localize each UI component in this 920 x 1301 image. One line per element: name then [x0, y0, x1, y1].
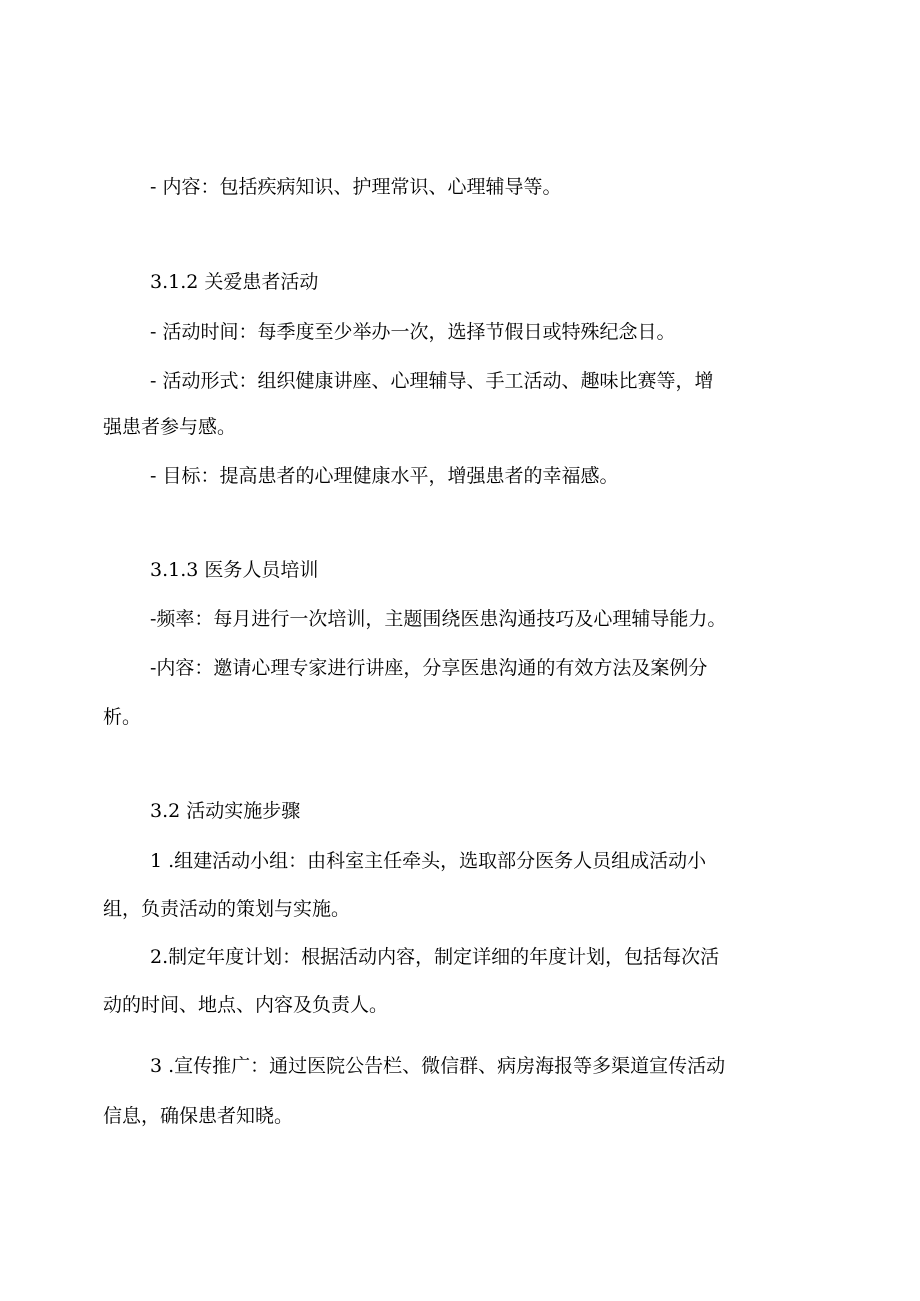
content-line: -内容：邀请心理专家进行讲座，分享医患沟通的有效方法及案例分: [150, 657, 708, 679]
content-line: - 活动形式：组织健康讲座、心理辅导、手工活动、趣味比赛等，增: [150, 370, 714, 392]
content-line: 组，负责活动的策划与实施。: [103, 898, 351, 920]
content-line: - 内容：包括疾病知识、护理常识、心理辅导等。: [150, 176, 562, 198]
section-heading: 3.1.3 医务人员培训: [150, 559, 319, 581]
content-line: 信息，确保患者知晓。: [103, 1105, 294, 1127]
content-line: 析。: [103, 706, 142, 728]
content-line: - 活动时间：每季度至少举办一次，选择节假日或特殊纪念日。: [150, 321, 676, 343]
content-line: 强患者参与感。: [103, 416, 237, 438]
content-line: -频率：每月进行一次培训，主题围绕医患沟通技巧及心理辅导能力。: [150, 608, 727, 630]
content-line: 2.制定年度计划：根据活动内容，制定详细的年度计划，包括每次活: [150, 946, 720, 968]
section-heading: 3.1.2 关爱患者活动: [150, 271, 319, 293]
content-line: - 目标：提高患者的心理健康水平，增强患者的幸福感。: [150, 465, 619, 487]
content-line: 3 .宣传推广：通过医院公告栏、微信群、病房海报等多渠道宣传活动: [150, 1055, 726, 1077]
content-line: 动的时间、地点、内容及负责人。: [103, 994, 389, 1016]
section-heading: 3.2 活动实施步骤: [150, 800, 301, 822]
content-line: 1 .组建活动小组：由科室主任牵头，选取部分医务人员组成活动小: [150, 850, 707, 872]
